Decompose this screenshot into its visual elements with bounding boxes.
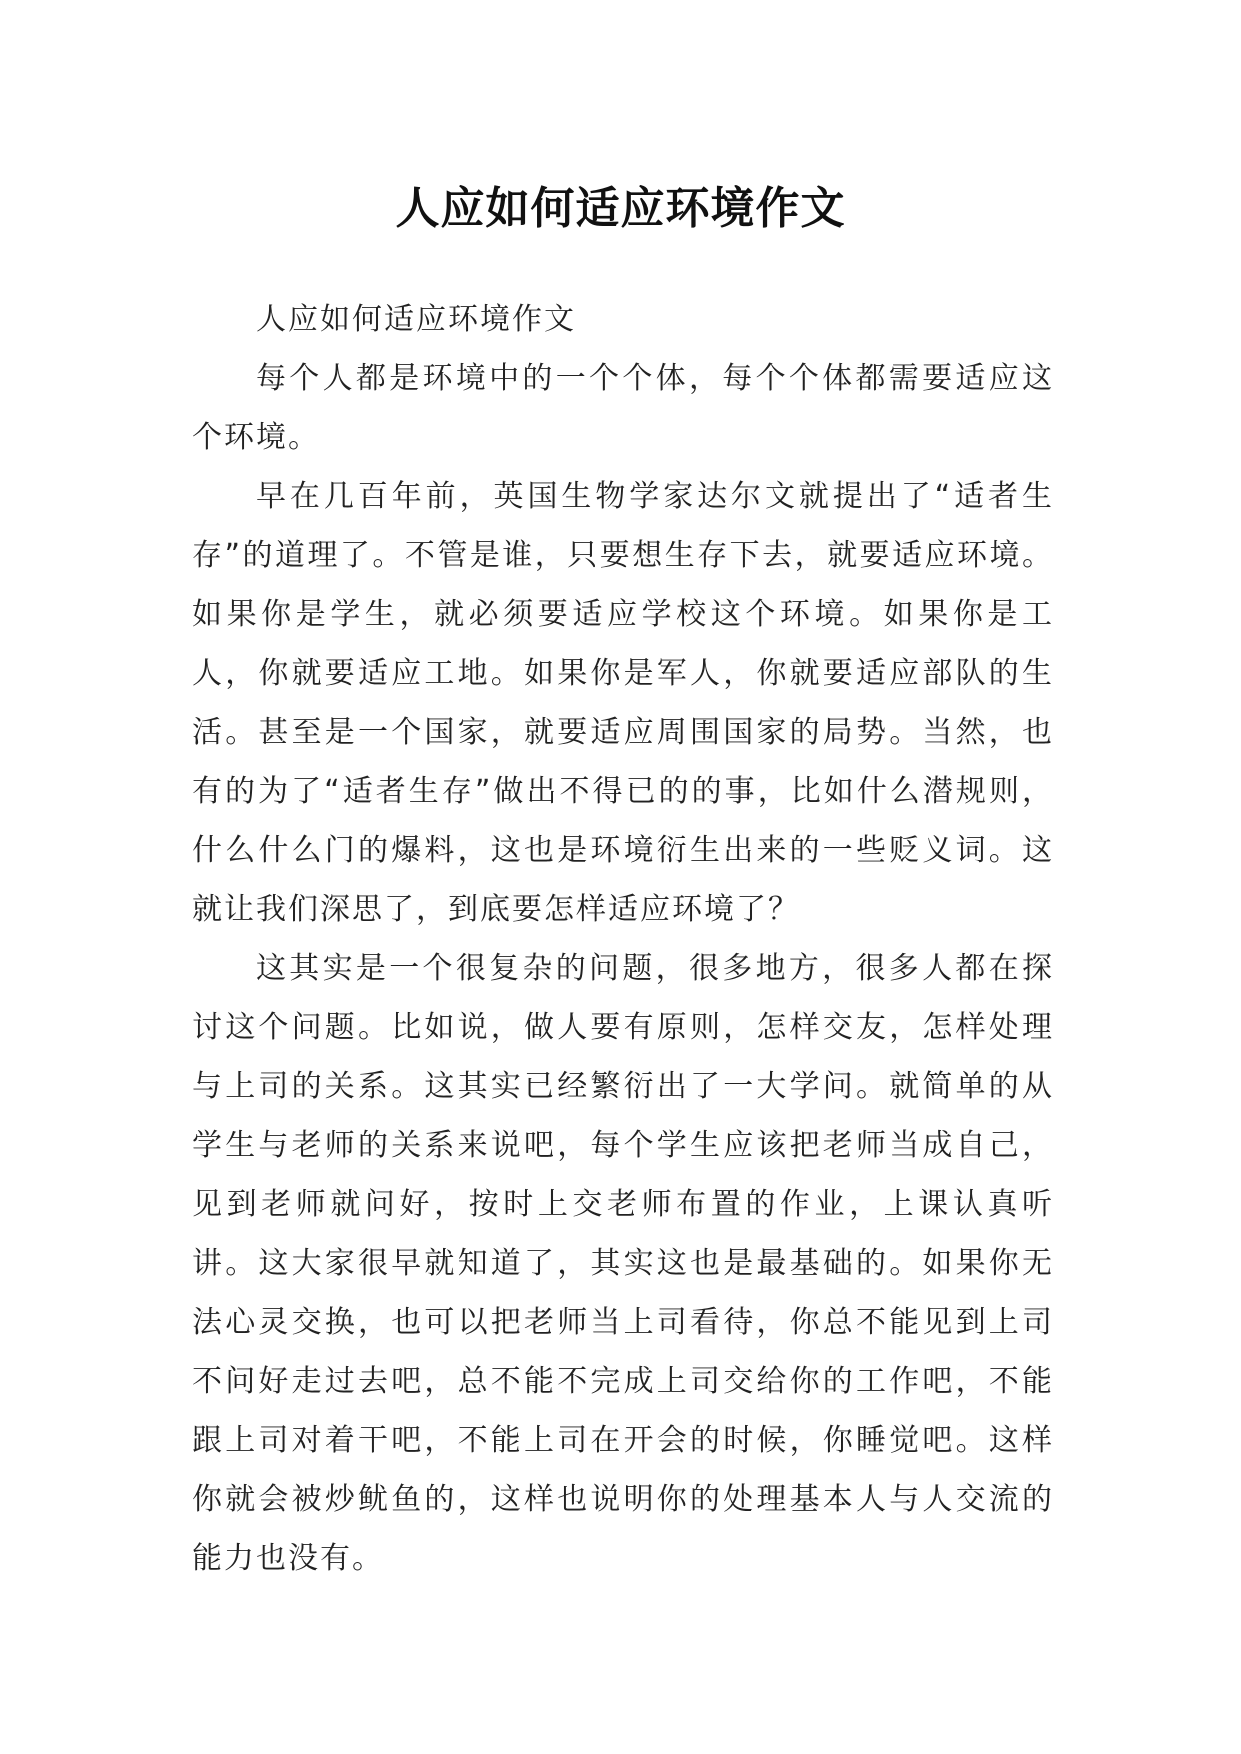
paragraph-3: 这其实是一个很复杂的问题，很多地方，很多人都在探讨这个问题。比如说，做人要有原则，怎样交友，怎样处理与上司的关系。这其实已经繁衍出了一大学问。就简单的从学生与老师的关系来说吧，每个学生应该把老师当成自己，见到老师就问好，按时上交老师布置的作业，上课认真听讲。这大家很早就知道了，其实这也是最基础的。如果你无法心灵交换，也可以把老师当上司看待，你总不能见到上司不问好走过去吧，总不能不完成上司交给你的工作吧，不能跟上司对着干吧，不能上司在开会的时候，你睡觉吧。这样你就会被炒鱿鱼的，这样也说明你的处理基本人与人交流的能力也没有。 — [192, 951, 1054, 1576]
document-title: 人应如何适应环境作文 — [395, 183, 846, 235]
paragraph-1: 每个人都是环境中的一个个体，每个个体都需要适应这个环境。 — [192, 361, 1054, 455]
paragraph-heading: 人应如何适应环境作文 — [256, 302, 576, 337]
document-body — [192, 290, 1054, 1588]
paragraph-2: 早在几百年前，英国生物学家达尔文就提出了“适者生存”的道理了。不管是谁，只要想生存下去，就要适应环境。如果你是学生，就必须要适应学校这个环境。如果你是工人，你就要适应工地。如果你是军人，你就要适应部队的生活。甚至是一个国家，就要适应周围国家的局势。当然，也有的为了“适者生存”做出不得已的的事，比如什么潜规则，什么什么门的爆料，这也是环境衍生出来的一些贬义词。这就让我们深思了，到底要怎样适应环境了？ — [192, 479, 1054, 927]
